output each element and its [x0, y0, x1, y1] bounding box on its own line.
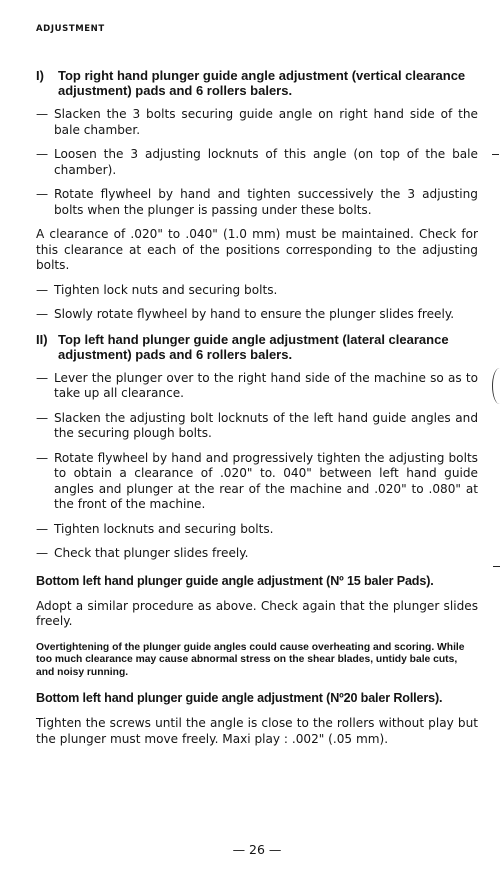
- dash-marker: —: [36, 187, 49, 201]
- step-text: Slowly rotate flywheel by hand to ensure the plunger slides freely.: [54, 307, 455, 321]
- dash-marker: —: [36, 307, 49, 321]
- scan-mark: [492, 154, 499, 155]
- list-item: [36, 546, 478, 562]
- warning-note: Overtightening of the plunger guide angles could cause overheating and scoring. While too much clearance may cause abnormal stress on the shear blades, untidy bale cuts, and noisy running.: [36, 641, 465, 678]
- section-2-title: Top left hand plunger guide angle adjustment (lateral clearance adjustment) pads and 6 rollers balers.: [58, 331, 449, 362]
- dash-marker: —: [36, 282, 49, 297]
- step-text: Lever the plunger over to the right hand side of the machine so as to take up all clearance.: [54, 370, 478, 400]
- list-item: [36, 451, 478, 513]
- list-item: [36, 411, 478, 442]
- scan-arc: [492, 368, 500, 404]
- dash-marker: —: [36, 147, 49, 161]
- scan-mark: [493, 566, 500, 567]
- list-item: [36, 107, 478, 138]
- step-text: Slacken the 3 bolts securing guide angle on right hand side of the bale chamber.: [54, 107, 478, 137]
- section-1-heading: [36, 68, 478, 98]
- dash-marker: —: [36, 410, 49, 425]
- section-1-number: I): [36, 68, 44, 83]
- dash-marker: —: [36, 107, 49, 121]
- document-page: [36, 24, 478, 857]
- running-head: ADJUSTMENT: [36, 24, 105, 34]
- section-4-text: Tighten the screws until the angle is close to the rollers without play but the plunger must move freely. Maxi play : .002" (.05 mm).: [36, 716, 478, 746]
- section-2-heading: [36, 332, 478, 362]
- section-3-heading: Bottom left hand plunger guide angle adjustment (Nº 15 baler Pads).: [36, 573, 434, 588]
- list-item: [36, 522, 478, 538]
- dash-marker: —: [36, 546, 49, 560]
- page-number: — 26 —: [232, 842, 282, 857]
- list-item: [36, 147, 478, 178]
- list-item: [36, 187, 478, 218]
- step-text: Tighten locknuts and securing bolts.: [54, 521, 274, 536]
- clearance-note: A clearance of .020" to .040" (1.0 mm) must be maintained. Check for this clearance at each of the positions corresponding to the adjusting bolts.: [36, 227, 478, 272]
- step-text: Slacken the adjusting bolt locknuts of the left hand guide angles and the securing plough bolts.: [54, 410, 478, 440]
- step-text: Loosen the 3 adjusting locknuts of this angle (on top of the bale chamber).: [54, 147, 478, 177]
- dash-marker: —: [36, 450, 49, 465]
- dash-marker: —: [36, 521, 49, 536]
- list-item: [36, 283, 478, 299]
- step-text: Tighten lock nuts and securing bolts.: [54, 282, 278, 297]
- list-item: [36, 371, 478, 402]
- section-3-text: Adopt a similar procedure as above. Check again that the plunger slides freely.: [36, 598, 478, 628]
- list-item: [36, 307, 478, 323]
- step-text: Rotate flywheel by hand and progressively tighten the adjusting bolts to obtain a clearance of .020" to. 040" between left hand guide angles and plunger at the rear of the machine and .020" to .080" at the front of the machine.: [54, 450, 478, 511]
- dash-marker: —: [36, 370, 49, 385]
- section-4-heading: Bottom left hand plunger guide angle adjustment (Nº20 baler Rollers).: [36, 691, 443, 705]
- section-1-title: Top right hand plunger guide angle adjustment (vertical clearance adjustment) pads and 6 rollers balers.: [58, 68, 466, 98]
- section-2-number: II): [36, 331, 48, 347]
- step-text: Check that plunger slides freely.: [54, 546, 249, 560]
- step-text: Rotate flywheel by hand and tighten successively the 3 adjusting bolts when the plunger is passing under these bolts.: [54, 187, 478, 217]
